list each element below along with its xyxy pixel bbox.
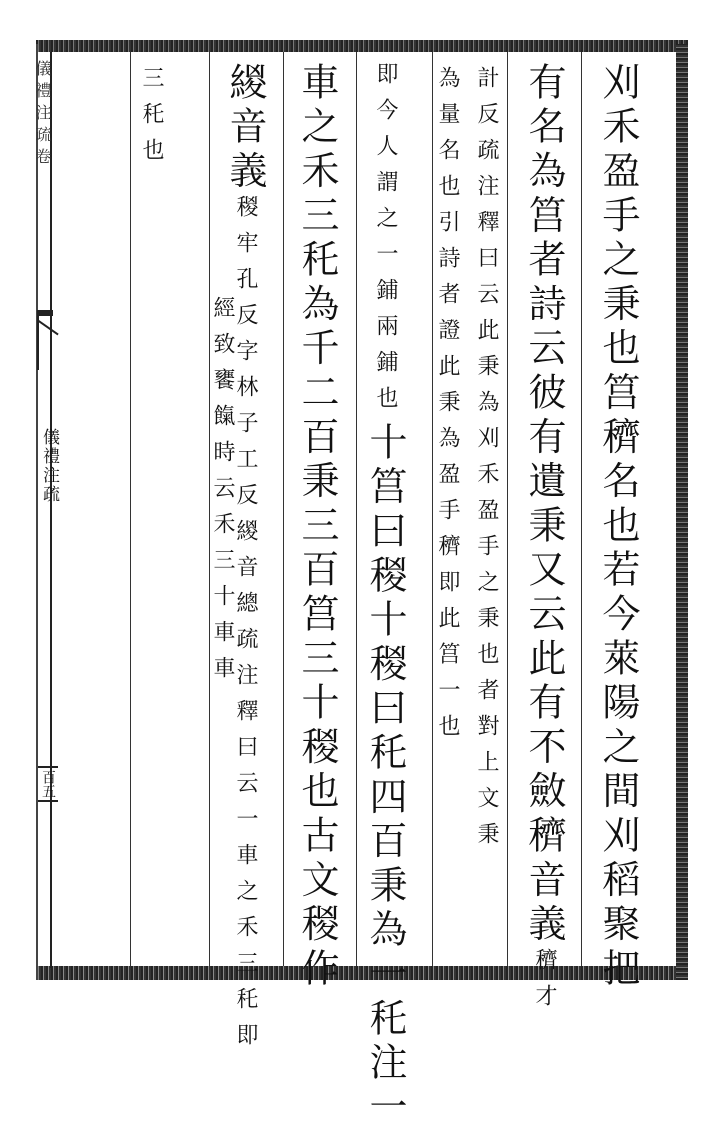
column-rule [581,52,582,966]
annotation-text: 穧才 [532,948,557,1020]
frame-border-right [676,44,688,980]
margin-edge-text: 儀禮注疏卷 [33,60,52,170]
text-column-4 [363,62,407,1131]
text-column-1: 刈禾盈手之秉也筥穧名也若今萊陽之間刈稻聚把 [596,62,640,993]
commentary-column-8: 三秅也 [139,66,164,174]
fish-tail-mark-icon [37,310,53,370]
annotation-text: 即今人謂之一鋪兩鋪也 [373,62,398,422]
leaf-number: 百五 [38,766,58,802]
commentary-column-3a: 計反疏注釋曰云此秉為刈禾盈手之秉也者對上文秉 [474,66,499,858]
frame-border-top [36,40,688,52]
column-rule [507,52,508,966]
frame-border-bottom [36,966,688,980]
text-column-2 [522,62,566,1020]
commentary-column-7b: 經致饔餼時云禾三十車車 [210,296,235,692]
margin-divider [50,52,52,968]
column-rule [130,52,131,966]
main-text: 十筥曰稯十稯曰秅四百秉為一秅注一 [363,422,407,1131]
commentary-column-3b: 為量名也引詩者證此秉為盈手穧即此筥一也 [435,66,460,750]
frame-border-left [36,44,38,980]
main-text: 緵音義 [223,62,267,195]
main-text: 有名為筥者詩云彼有遺秉又云此有不斂穧音義 [522,62,566,948]
annotation-text: 稯牢孔反字林子工反緵音總疏注釋曰云一車之禾三秅即 [233,194,258,1059]
book-title: 儀禮注疏 [39,428,59,504]
column-rule [432,52,433,966]
column-rule [356,52,357,966]
column-rule [283,52,284,966]
text-column-5: 車之禾三秅為千二百秉三百筥三十稯也古文稯作 [295,62,339,993]
